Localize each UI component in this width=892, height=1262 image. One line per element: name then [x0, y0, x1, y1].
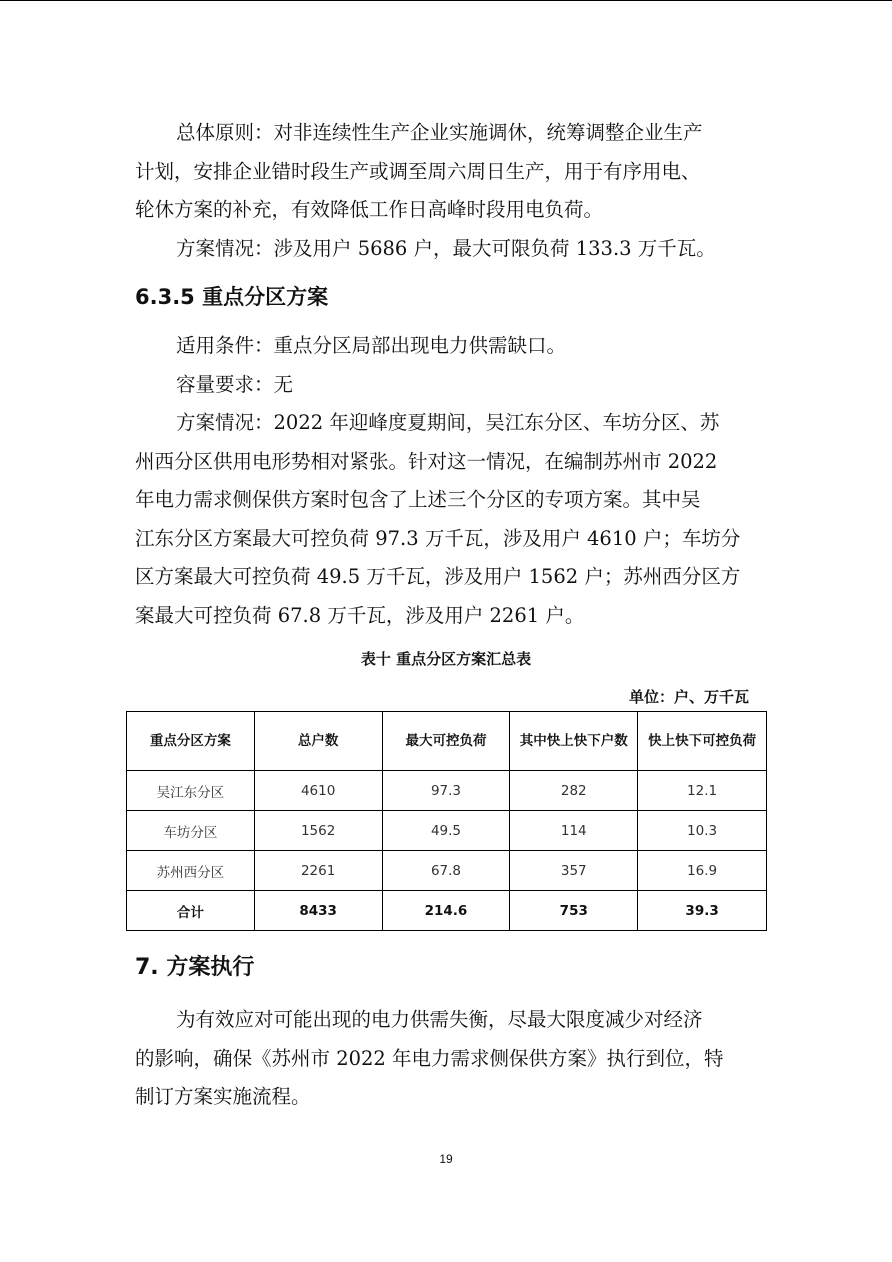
column-header: 最大可控负荷 [382, 712, 510, 771]
table-cell: 214.6 [382, 891, 510, 931]
text-line: 计划，安排企业错时段生产或调至周六周日生产，用于有序用电、 [135, 159, 701, 183]
table-cell: 753 [510, 891, 638, 931]
table-cell: 10.3 [638, 811, 767, 851]
text-line: 适用条件：重点分区局部出现电力供需缺口。 [176, 334, 567, 357]
text-line: 案最大可控负荷 67.8 万千瓦，涉及用户 2261 户。 [135, 603, 585, 627]
table-cell: 4610 [254, 771, 382, 811]
table-cell: 49.5 [382, 811, 510, 851]
text-line: 江东分区方案最大可控负荷 97.3 万千瓦，涉及用户 4610 户；车坊分 [135, 526, 741, 550]
table-cell: 2261 [254, 851, 382, 891]
column-header: 其中快上快下户数 [510, 712, 638, 771]
text-line: 年电力需求侧保供方案时包含了上述三个分区的专项方案。其中吴 [135, 488, 701, 511]
paragraph-execution [135, 1001, 750, 1117]
table-cell: 97.3 [382, 771, 510, 811]
table-unit-label: 单位：户、万千瓦 [628, 688, 749, 706]
table-row [127, 771, 767, 811]
section-heading-7: 7. 方案执行 [135, 955, 255, 980]
table-header-row [127, 712, 767, 771]
column-header: 重点分区方案 [127, 712, 255, 771]
table-cell: 67.8 [382, 851, 510, 891]
zone-plan-summary-table [126, 711, 767, 931]
text-line: 总体原则：对非连续性生产企业实施调休，统筹调整企业生产 [176, 121, 703, 144]
paragraph-zone-plan-situation [135, 404, 750, 635]
table-row [127, 851, 767, 891]
text-line: 为有效应对可能出现的电力供需失衡，尽最大限度减少对经济 [176, 1008, 703, 1031]
text-line: 的影响，确保《苏州市 2022 年电力需求侧保供方案》执行到位，特 [135, 1046, 724, 1070]
table-cell: 39.3 [638, 891, 767, 931]
paragraph-overall-principle [135, 114, 750, 230]
table-cell: 12.1 [638, 771, 767, 811]
paragraph-capacity-requirement [135, 366, 750, 405]
text-line: 轮休方案的补充，有效降低工作日高峰时段用电负荷。 [135, 198, 604, 221]
table-total-row [127, 891, 767, 931]
text-line: 容量要求：无 [176, 373, 294, 396]
page-top-border [0, 0, 892, 1]
table-cell: 苏州西分区 [127, 851, 255, 891]
column-header: 快上快下可控负荷 [638, 712, 767, 771]
table-caption: 表十 重点分区方案汇总表 [360, 650, 532, 668]
text-line: 制订方案实施流程。 [135, 1085, 311, 1108]
table-cell: 16.9 [638, 851, 767, 891]
table-cell: 357 [510, 851, 638, 891]
table-row [127, 811, 767, 851]
paragraph-plan-situation [135, 230, 750, 269]
paragraph-applicable-conditions [135, 327, 750, 366]
page-number: 19 [439, 1152, 453, 1166]
section-heading-6-3-5: 6.3.5 重点分区方案 [135, 285, 329, 309]
table-cell: 合计 [127, 891, 255, 931]
table-cell: 8433 [254, 891, 382, 931]
table-cell: 1562 [254, 811, 382, 851]
table-cell: 114 [510, 811, 638, 851]
table-cell: 吴江东分区 [127, 771, 255, 811]
column-header: 总户数 [254, 712, 382, 771]
text-line: 州西分区供用电形势相对紧张。针对这一情况，在编制苏州市 2022 [135, 449, 718, 473]
table-cell: 车坊分区 [127, 811, 255, 851]
text-line: 方案情况：涉及用户 5686 户，最大可限负荷 133.3 万千瓦。 [176, 237, 716, 260]
text-line: 方案情况：2022 年迎峰度夏期间，吴江东分区、车坊分区、苏 [176, 411, 720, 434]
text-line: 区方案最大可控负荷 49.5 万千瓦，涉及用户 1562 户；苏州西分区方 [135, 565, 741, 588]
table-cell: 282 [510, 771, 638, 811]
